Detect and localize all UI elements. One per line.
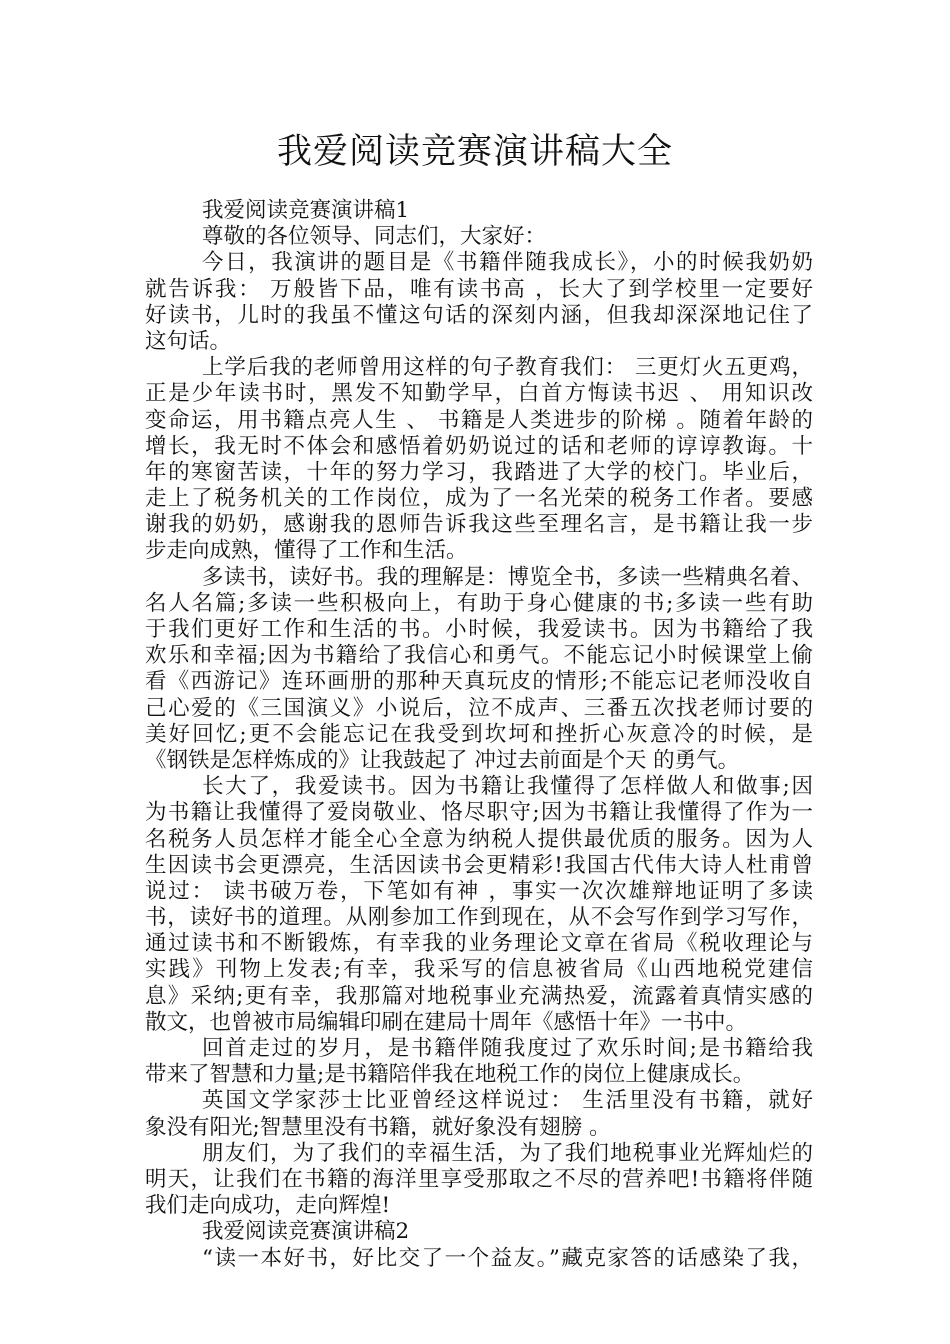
text-line: 谢我的奶奶，感谢我的恩师告诉我这些至理名言，是书籍让我一步 [145, 512, 813, 538]
text-line: 实践》刊物上发表;有幸，我采写的信息被省局《山西地税党建信 [145, 957, 813, 983]
document-title: 我爱阅读竞赛演讲稿大全 [276, 132, 673, 172]
text-line: 就告诉我： 万般皆下品，唯有读书高 ，长大了到学校里一定要好 [145, 276, 813, 302]
text-line: 我们走向成功，走向辉煌! [145, 1193, 391, 1219]
text-line: 美好回忆;更不会能忘记在我受到坎坷和挫折心灰意冷的时候，是 [145, 721, 813, 747]
text-line: 上学后我的老师曾用这样的句子教育我们： 三更灯火五更鸡， [202, 355, 813, 381]
text-line: 书，读好书的道理。从刚参加工作到现在，从不会写作到学习写作， [145, 905, 813, 931]
text-line: 名人名篇;多读一些积极向上，有助于身心健康的书;多读一些有助 [145, 590, 813, 616]
text-line: 散文，也曾被市局编辑印刷在建局十周年《感悟十年》一书中。 [145, 1009, 748, 1035]
text-line: 说过： 读书破万卷，下笔如有神 ，事实一次次雄辩地证明了多读 [145, 878, 813, 904]
text-line: 名税务人员怎样才能全心全意为纳税人提供最优质的服务。因为人 [145, 826, 813, 852]
text-line: 明天，让我们在书籍的海洋里享受那取之不尽的营养吧!书籍将伴随 [145, 1166, 813, 1192]
text-line: 《钢铁是怎样炼成的》让我鼓起了 冲过去前面是个天 的勇气。 [145, 747, 740, 773]
text-line: 于我们更好工作和生活的书。小时候，我爱读书。因为书籍给了我 [145, 617, 813, 642]
text-line: 我爱阅读竞赛演讲稿1 [202, 198, 410, 223]
text-line: 为书籍让我懂得了爱岗敬业、恪尽职守;因为书籍让我懂得了作为一 [145, 800, 813, 826]
text-line: 回首走过的岁月，是书籍伴随我度过了欢乐时间;是书籍给我 [202, 1036, 813, 1061]
text-line: 年的寒窗苦读，十年的努力学习，我踏进了大学的校门。毕业后， [145, 459, 813, 485]
text-line: 正是少年读书时，黑发不知勤学早，白首方悔读书迟 、 用知识改 [145, 381, 813, 407]
text-line: “读一本好书，好比交了一个益友。”藏克家答的话感染了我， [202, 1245, 813, 1271]
text-line: 我爱阅读竞赛演讲稿2 [202, 1219, 410, 1245]
document-body [145, 198, 813, 1272]
text-line: 步走向成熟，懂得了工作和生活。 [145, 538, 468, 564]
text-line: 增长，我无时不体会和感悟着奶奶说过的话和老师的谆谆教诲。十 [145, 433, 813, 459]
text-line: 今日，我演讲的题目是《书籍伴随我成长》，小的时候我奶奶 [202, 250, 813, 276]
text-line: 带来了智慧和力量;是书籍陪伴我在地税工作的岗位上健康成长。 [145, 1062, 755, 1088]
text-line: 好读书，儿时的我虽不懂这句话的深刻内涵，但我却深深地记住了 [145, 302, 813, 328]
text-line: 长大了，我爱读书。因为书籍让我懂得了怎样做人和做事;因 [202, 774, 813, 800]
text-line: 英国文学家莎士比亚曾经这样说过： 生活里没有书籍，就好 [202, 1088, 813, 1114]
text-line: 这句话。 [145, 328, 232, 354]
text-line: 朋友们，为了我们的幸福生活，为了我们地税事业光辉灿烂的 [202, 1140, 813, 1166]
text-line: 看《西游记》连环画册的那种天真玩皮的情形;不能忘记老师没收自 [145, 669, 813, 695]
text-line: 欢乐和幸福;因为书籍给了我信心和勇气。不能忘记小时候课堂上偷 [145, 643, 813, 669]
text-line: 走上了税务机关的工作岗位，成为了一名光荣的税务工作者。要感 [145, 486, 813, 512]
text-line: 通过读书和不断锻炼，有幸我的业务理论文章在省局《税收理论与 [145, 931, 813, 957]
text-line: 尊敬的各位领导、同志们，大家好： [202, 224, 547, 250]
text-line: 生因读书会更漂亮，生活因读书会更精彩!我国古代伟大诗人杜甫曾 [145, 852, 813, 878]
text-line: 变命运，用书籍点亮人生 、 书籍是人类进步的阶梯 。随着年龄的 [145, 407, 813, 433]
text-line: 息》采纳;更有幸，我那篇对地税事业充满热爱，流露着真情实感的 [145, 983, 813, 1009]
text-line: 多读书，读好书。我的理解是：博览全书，多读一些精典名着、 [202, 564, 813, 590]
text-line: 象没有阳光;智慧里没有书籍，就好象没有翅膀 。 [145, 1114, 611, 1140]
text-line: 己心爱的《三国演义》小说后，泣不成声、三番五次找老师讨要的 [145, 695, 813, 721]
